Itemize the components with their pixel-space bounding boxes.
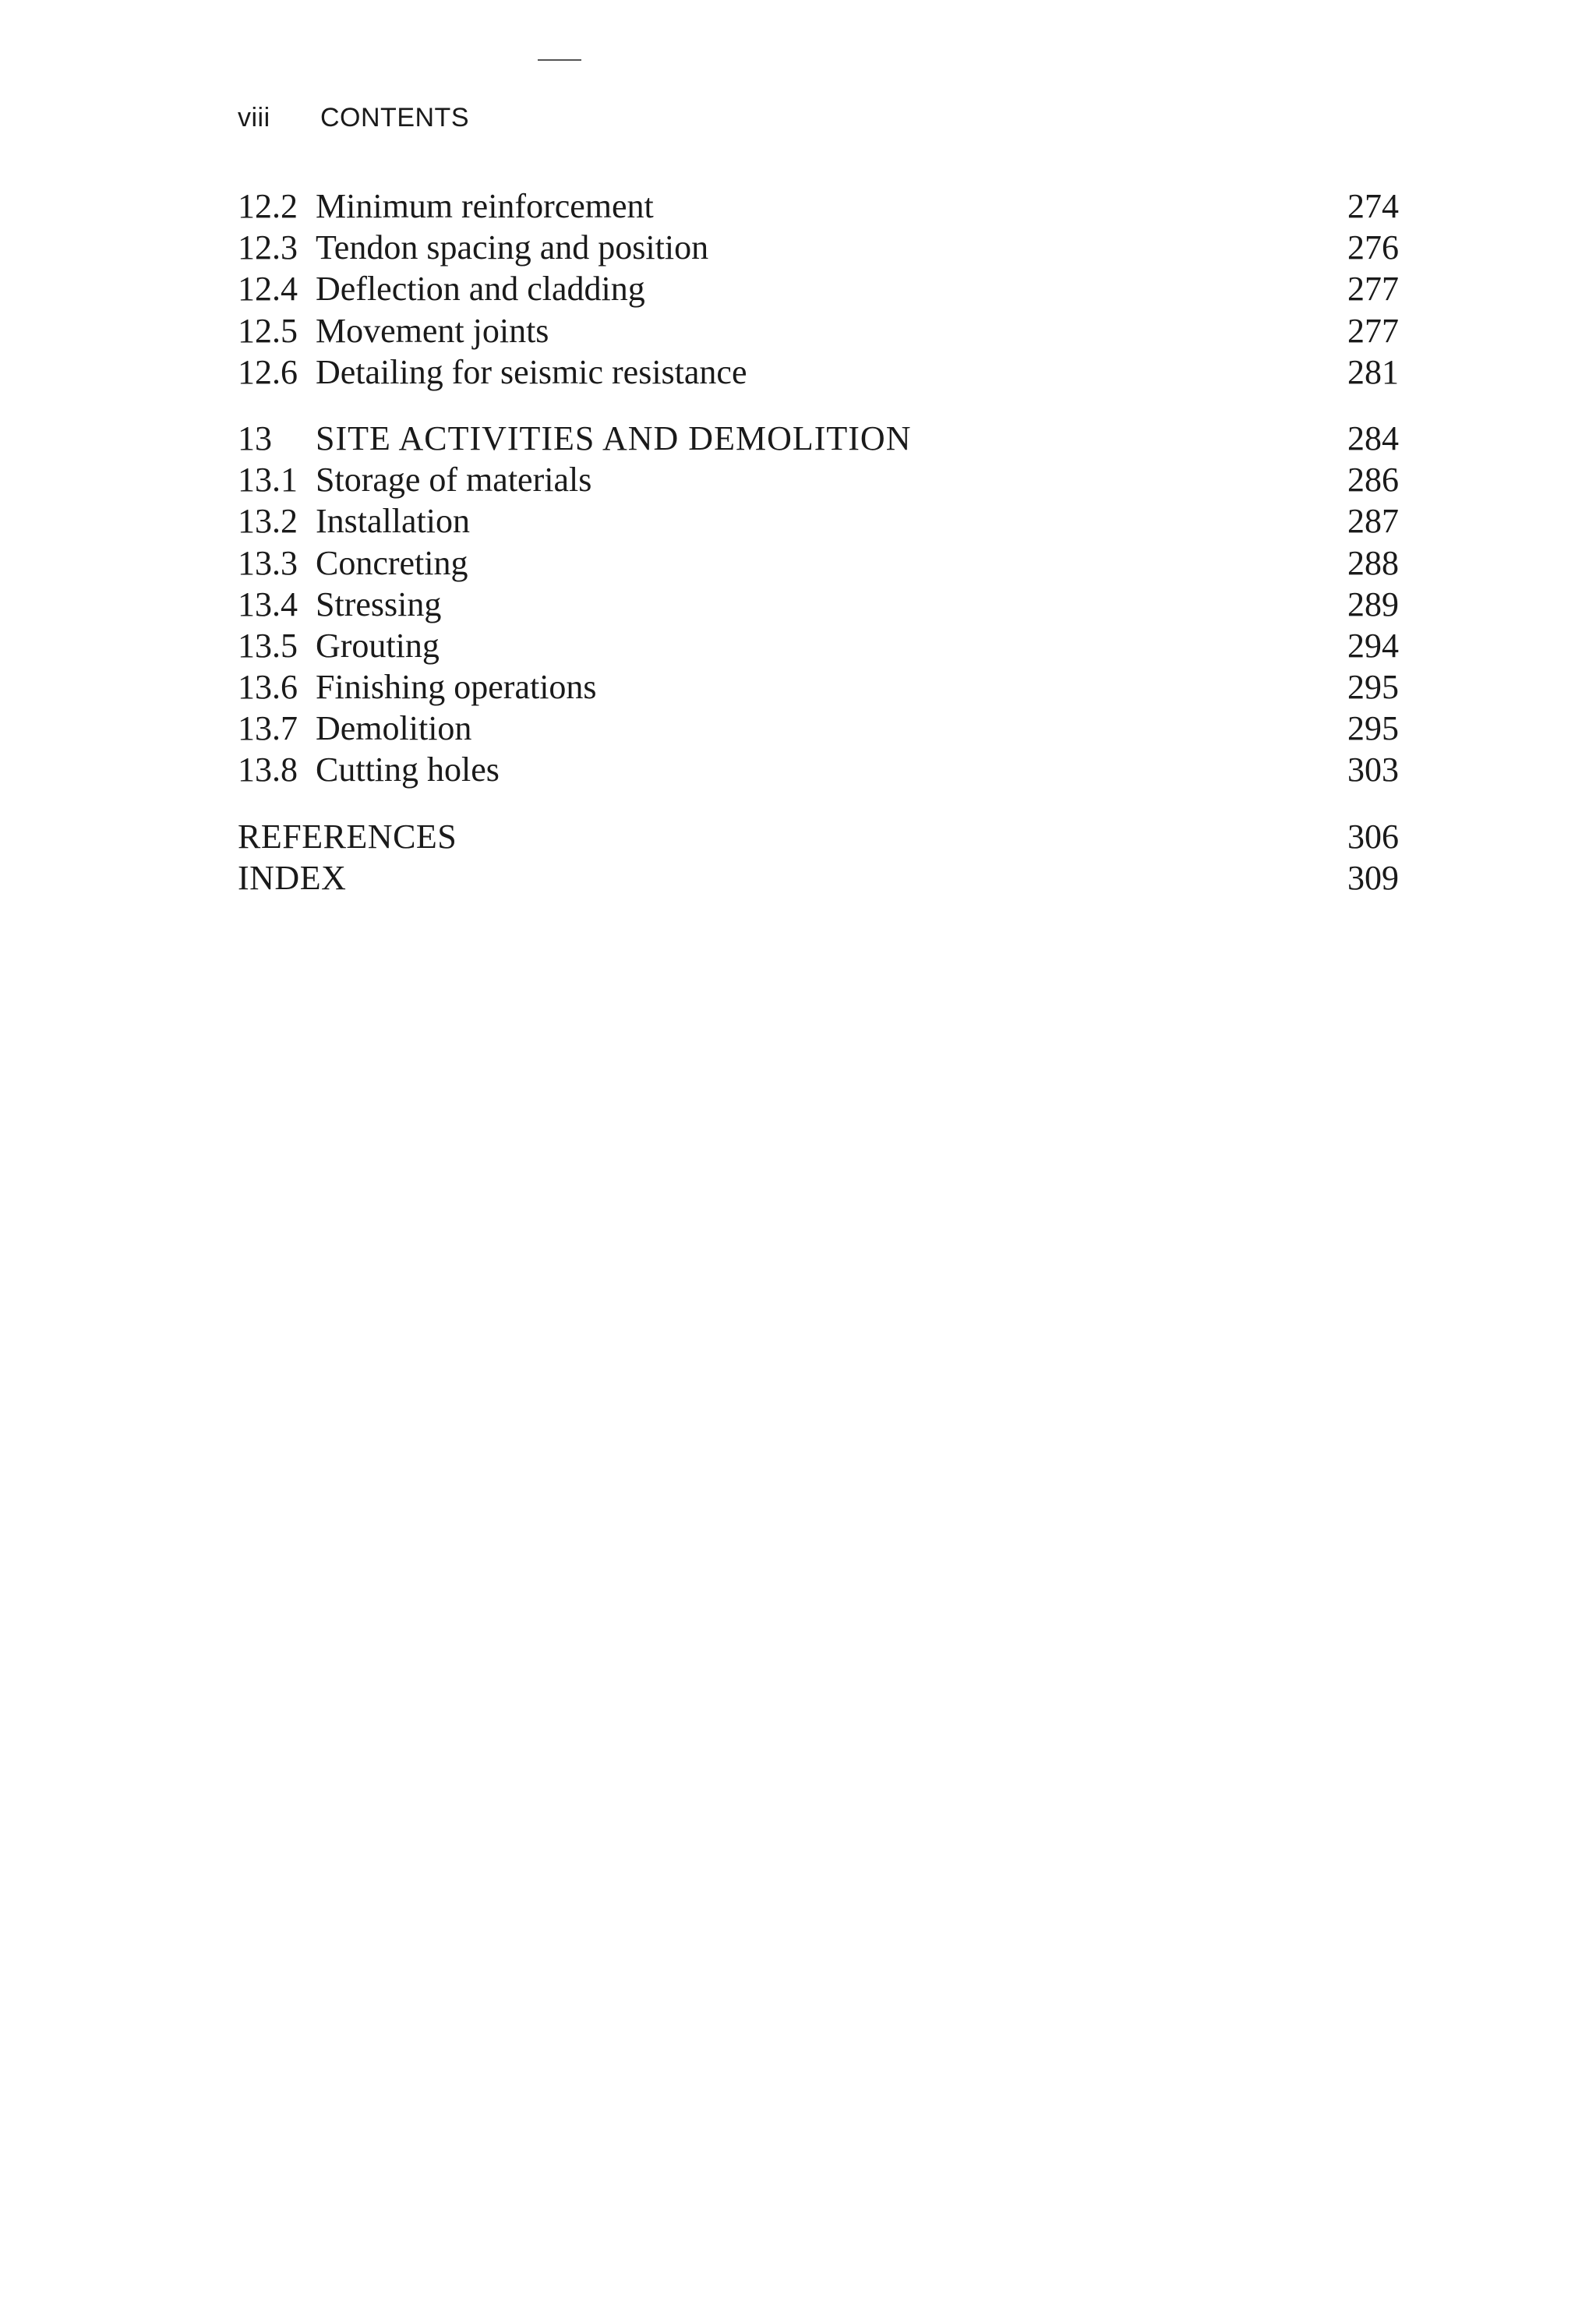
toc-backmatter-title: REFERENCES — [238, 817, 457, 856]
toc-entry-number: 13.7 — [238, 709, 298, 748]
toc-entry-page: 281 — [1347, 352, 1399, 391]
toc-entry-page: 303 — [1347, 750, 1399, 789]
toc-entry-title: Demolition — [316, 709, 472, 748]
toc-entry-title: Minimum reinforcement — [316, 187, 654, 225]
toc-entry — [238, 625, 1399, 666]
top-rule — [538, 59, 581, 61]
table-of-contents — [238, 185, 1399, 899]
running-head — [238, 103, 469, 133]
running-title: CONTENTS — [320, 103, 469, 132]
toc-entry-number: 13.2 — [238, 502, 298, 541]
section-spacer — [238, 791, 1399, 816]
toc-entry-number: 12.3 — [238, 228, 298, 267]
toc-entry-number: 12.4 — [238, 270, 298, 309]
toc-entry-title: Storage of materials — [316, 461, 592, 500]
toc-entry-title: Grouting — [316, 626, 440, 665]
page-folio: viii — [238, 103, 270, 132]
toc-entry-number: 12.2 — [238, 187, 298, 225]
toc-entry — [238, 268, 1399, 309]
toc-backmatter-title: INDEX — [238, 858, 347, 897]
toc-entry — [238, 459, 1399, 500]
toc-backmatter-entry — [238, 816, 1399, 857]
toc-entry — [238, 310, 1399, 351]
toc-entry — [238, 749, 1399, 790]
toc-entry-page: 295 — [1347, 709, 1399, 748]
toc-entry-page: 277 — [1347, 270, 1399, 309]
toc-entry-number: 13.5 — [238, 626, 298, 665]
toc-chapter-page: 284 — [1347, 418, 1399, 457]
toc-entry-title: Concreting — [316, 543, 468, 582]
toc-entry-page: 289 — [1347, 584, 1399, 623]
toc-entry-title: Installation — [316, 502, 470, 541]
toc-backmatter-page: 306 — [1347, 817, 1399, 856]
toc-entry-title: Detailing for seismic resistance — [316, 352, 747, 391]
toc-entry — [238, 227, 1399, 268]
toc-chapter-title: SITE ACTIVITIES AND DEMOLITION — [316, 418, 912, 457]
toc-entry — [238, 584, 1399, 625]
toc-entry-title: Stressing — [316, 584, 442, 623]
toc-entry — [238, 351, 1399, 393]
toc-backmatter-entry — [238, 857, 1399, 899]
toc-entry-page: 274 — [1347, 187, 1399, 225]
toc-entry-page: 295 — [1347, 668, 1399, 707]
toc-entry — [238, 708, 1399, 749]
toc-entry-page: 294 — [1347, 626, 1399, 665]
toc-entry-page: 276 — [1347, 228, 1399, 267]
section-spacer — [238, 393, 1399, 418]
toc-entry-title: Tendon spacing and position — [316, 228, 709, 267]
toc-entry-number: 12.5 — [238, 311, 298, 350]
toc-entry-number: 13.4 — [238, 584, 298, 623]
toc-chapter-heading — [238, 418, 1399, 459]
toc-entry-title: Deflection and cladding — [316, 270, 645, 309]
toc-entry-number: 13.1 — [238, 461, 298, 500]
toc-backmatter-page: 309 — [1347, 858, 1399, 897]
toc-entry-page: 277 — [1347, 311, 1399, 350]
toc-entry-number: 12.6 — [238, 352, 298, 391]
toc-entry-page: 288 — [1347, 543, 1399, 582]
toc-entry-page: 286 — [1347, 461, 1399, 500]
toc-entry — [238, 666, 1399, 708]
toc-entry — [238, 500, 1399, 542]
toc-chapter-number: 13 — [238, 418, 272, 457]
toc-entry — [238, 542, 1399, 584]
toc-entry-title: Cutting holes — [316, 750, 500, 789]
toc-entry-number: 13.6 — [238, 668, 298, 707]
toc-entry-title: Finishing operations — [316, 668, 597, 707]
toc-entry-title: Movement joints — [316, 311, 549, 350]
toc-entry-number: 13.3 — [238, 543, 298, 582]
toc-entry-number: 13.8 — [238, 750, 298, 789]
toc-entry — [238, 185, 1399, 227]
toc-entry-page: 287 — [1347, 502, 1399, 541]
